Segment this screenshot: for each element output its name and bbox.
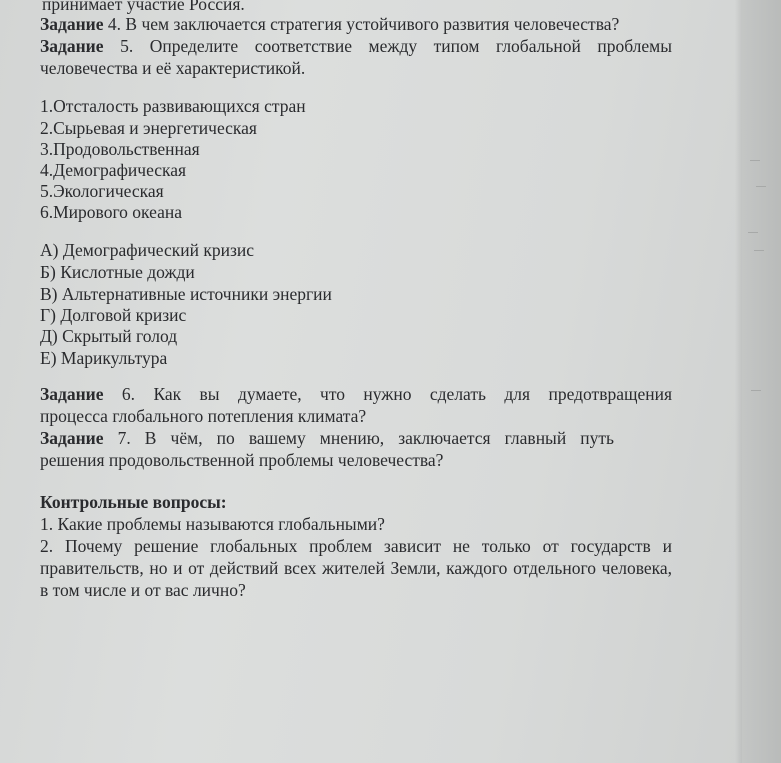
task-5-text: 5. Определите соответствие между типом глобальной проблемы <box>120 36 673 56</box>
question-2-end: в том числе и от вас лично? <box>40 580 246 600</box>
task-4-text: 4. В чем заключается стратегия устойчивого развития человечества? <box>107 14 620 34</box>
problem-type-3: 3.Продовольственная <box>40 139 200 159</box>
task-7-text: 7. В чём, по вашему мнению, заключается главный путь <box>117 428 614 448</box>
task-7 <box>40 428 614 448</box>
edge-mark <box>748 232 758 233</box>
task-5-cont: человечества и её характеристикой. <box>40 58 306 78</box>
problem-type-2: 2.Сырьевая и энергетическая <box>40 118 257 138</box>
characteristic-b: Б) Кислотные дожди <box>40 262 195 282</box>
question-2-cont: правительств, но и от действий всех жителей Земли, каждого отдельного человека, <box>40 558 672 578</box>
top-cut-line: принимает участие Россия. <box>42 0 245 14</box>
question-1: 1. Какие проблемы называются глобальными? <box>40 514 385 534</box>
problem-type-4: 4.Демографическая <box>40 160 187 180</box>
problem-type-5: 5.Экологическая <box>40 181 164 201</box>
task-6 <box>40 384 672 404</box>
control-questions-title: Контрольные вопросы: <box>40 492 227 512</box>
question-2: 2. Почему решение глобальных проблем зависит не только от государств и <box>40 536 672 556</box>
task-6-cont: процесса глобального потепления климата? <box>40 406 367 426</box>
edge-mark <box>756 186 766 187</box>
edge-mark <box>751 390 761 391</box>
characteristic-e: Д) Скрытый голод <box>40 326 178 346</box>
task-4-label: Задание <box>40 14 104 34</box>
task-5-label: Задание <box>40 36 104 56</box>
edge-mark <box>750 160 760 161</box>
task-7-label: Задание <box>40 428 104 448</box>
characteristic-c: В) Альтернативные источники энергии <box>40 284 332 304</box>
problem-type-1: 1.Отсталость развивающихся стран <box>40 96 306 116</box>
task-6-text: 6. Как вы думаете, что нужно сделать для предотвращения <box>121 384 672 404</box>
page-edge-shadow <box>735 0 742 763</box>
task-7-cont: решения продовольственной проблемы человечества? <box>40 450 444 470</box>
task-5 <box>40 36 672 56</box>
task-4 <box>40 14 619 34</box>
task-6-label: Задание <box>40 384 104 404</box>
edge-mark <box>754 250 764 251</box>
characteristic-f: Е) Марикультура <box>40 348 168 368</box>
characteristic-d: Г) Долговой кризис <box>40 305 187 325</box>
underlying-page-edge <box>742 0 781 763</box>
characteristic-a: А) Демографический кризис <box>40 240 255 260</box>
problem-type-6: 6.Мирового океана <box>40 202 183 222</box>
